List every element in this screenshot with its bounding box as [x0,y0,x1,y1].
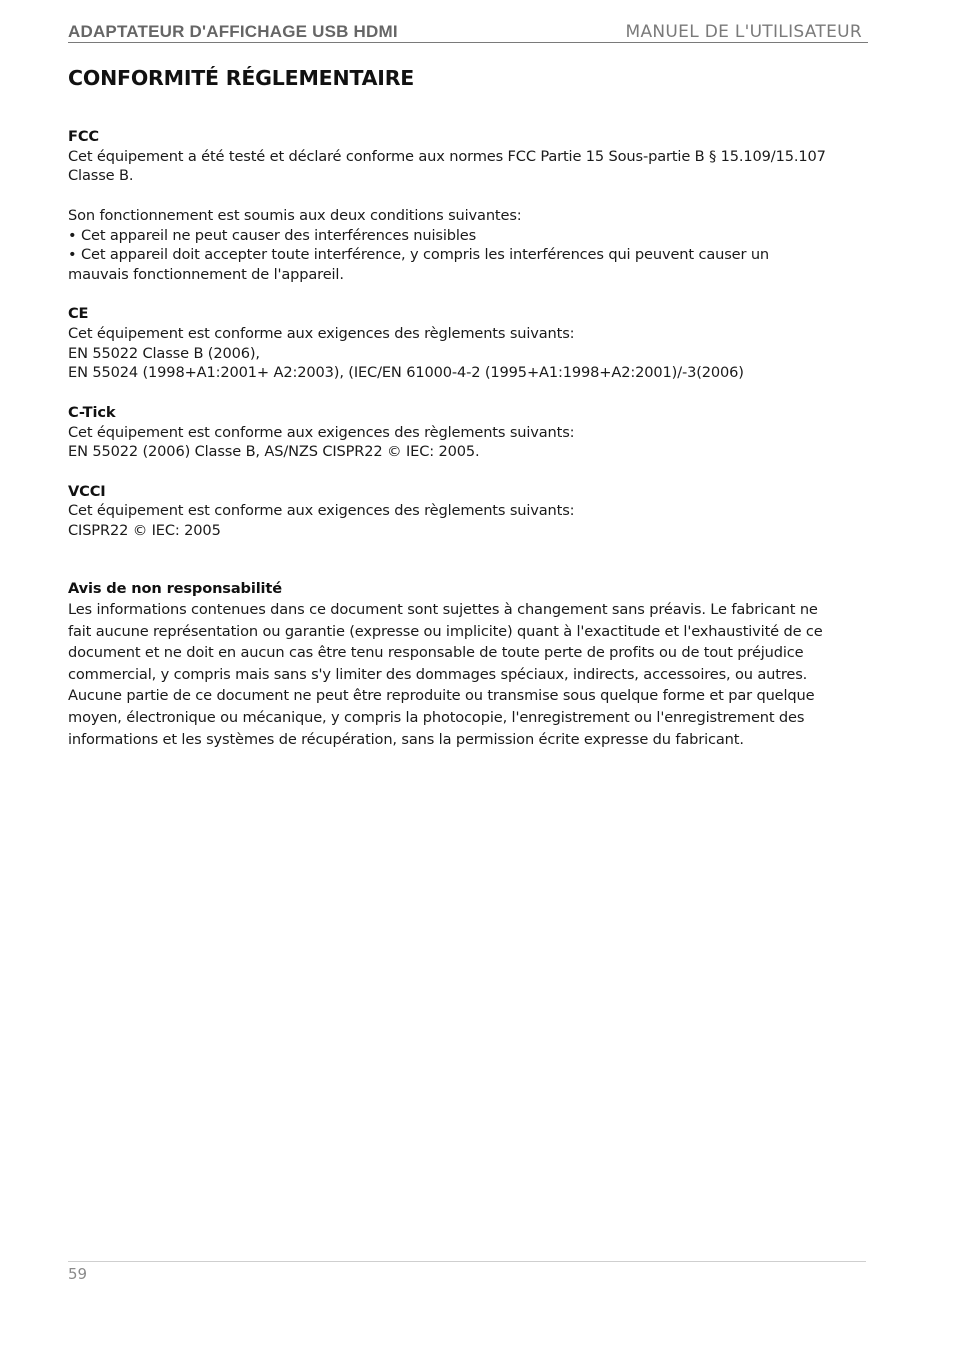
ce-text-line: EN 55022 Classe B (2006), [68,344,260,362]
header-product-title: ADAPTATEUR D'AFFICHAGE USB HDMI [68,22,398,41]
disclaimer-line: commercial, y compris mais sans s'y limiter des dommages spéciaux, indirects, accessoires, ou autres. [68,665,808,683]
ctick-section [68,403,892,462]
compliance-content [68,127,892,541]
disclaimer-line: Aucune partie de ce document ne peut être reproduite ou transmise sous quelque forme et par quelque [68,687,815,705]
ctick-heading: C-Tick [68,403,116,421]
spacer [68,186,892,206]
fcc-section [68,127,892,285]
fcc-condition-item: • Cet appareil ne peut causer des interférences nuisibles [68,226,477,244]
ce-text-line: Cet équipement est conforme aux exigences des règlements suivants: [68,325,575,342]
disclaimer-line: informations et les systèmes de récupération, sans la permission écrite expresse du fabricant. [68,730,744,748]
vcci-text-line: CISPR22 © IEC: 2005 [68,522,221,539]
fcc-text-line: Classe B. [68,167,134,185]
ce-text-line: EN 55024 (1998+A1:2001+ A2:2003), (IEC/EN 61000-4-2 (1995+A1:1998+A2:2001)/-3(2006) [68,364,744,382]
fcc-condition-item-continued: mauvais fonctionnement de l'appareil. [68,265,344,283]
disclaimer-heading: Avis de non responsabilité [68,580,282,597]
footer-divider [68,1261,866,1262]
fcc-heading: FCC [68,128,99,145]
fcc-conditions-intro: Son fonctionnement est soumis aux deux conditions suivantes: [68,206,522,224]
disclaimer-line: fait aucune représentation ou garantie (expresse ou implicite) quant à l'exactitude et l'exhaustivité de ce [68,622,823,640]
ce-heading: CE [68,305,89,323]
ctick-text-line: EN 55022 (2006) Classe B, AS/NZS CISPR22 © IEC: 2005. [68,443,480,461]
vcci-heading: VCCI [68,482,106,500]
running-header [68,20,868,43]
vcci-text-line: Cet équipement est conforme aux exigences des règlements suivants: [68,502,575,520]
disclaimer-line: moyen, électronique ou mécanique, y compris la photocopie, l'enregistrement ou l'enregistrement des [68,708,805,726]
page-number: 59 [68,1265,88,1283]
page-title: CONFORMITÉ RÉGLEMENTAIRE [68,66,415,90]
disclaimer-line: Les informations contenues dans ce document sont sujettes à changement sans préavis. Le fabricant ne [68,601,818,618]
header-manual-label: MANUEL DE L'UTILISATEUR [625,22,862,42]
vcci-section [68,482,892,541]
ce-section [68,304,892,383]
fcc-text-line: Cet équipement a été testé et déclaré conforme aux normes FCC Partie 15 Sous-partie B § 15.109/15.107 [68,147,826,165]
disclaimer-line: document et ne doit en aucun cas être tenu responsable de toute perte de profits ou de tout préjudice [68,644,804,662]
disclaimer-section [68,578,892,750]
ctick-text-line: Cet équipement est conforme aux exigences des règlements suivants: [68,423,575,441]
fcc-condition-item: • Cet appareil doit accepter toute interférence, y compris les interférences qui peuvent causer un [68,246,770,264]
